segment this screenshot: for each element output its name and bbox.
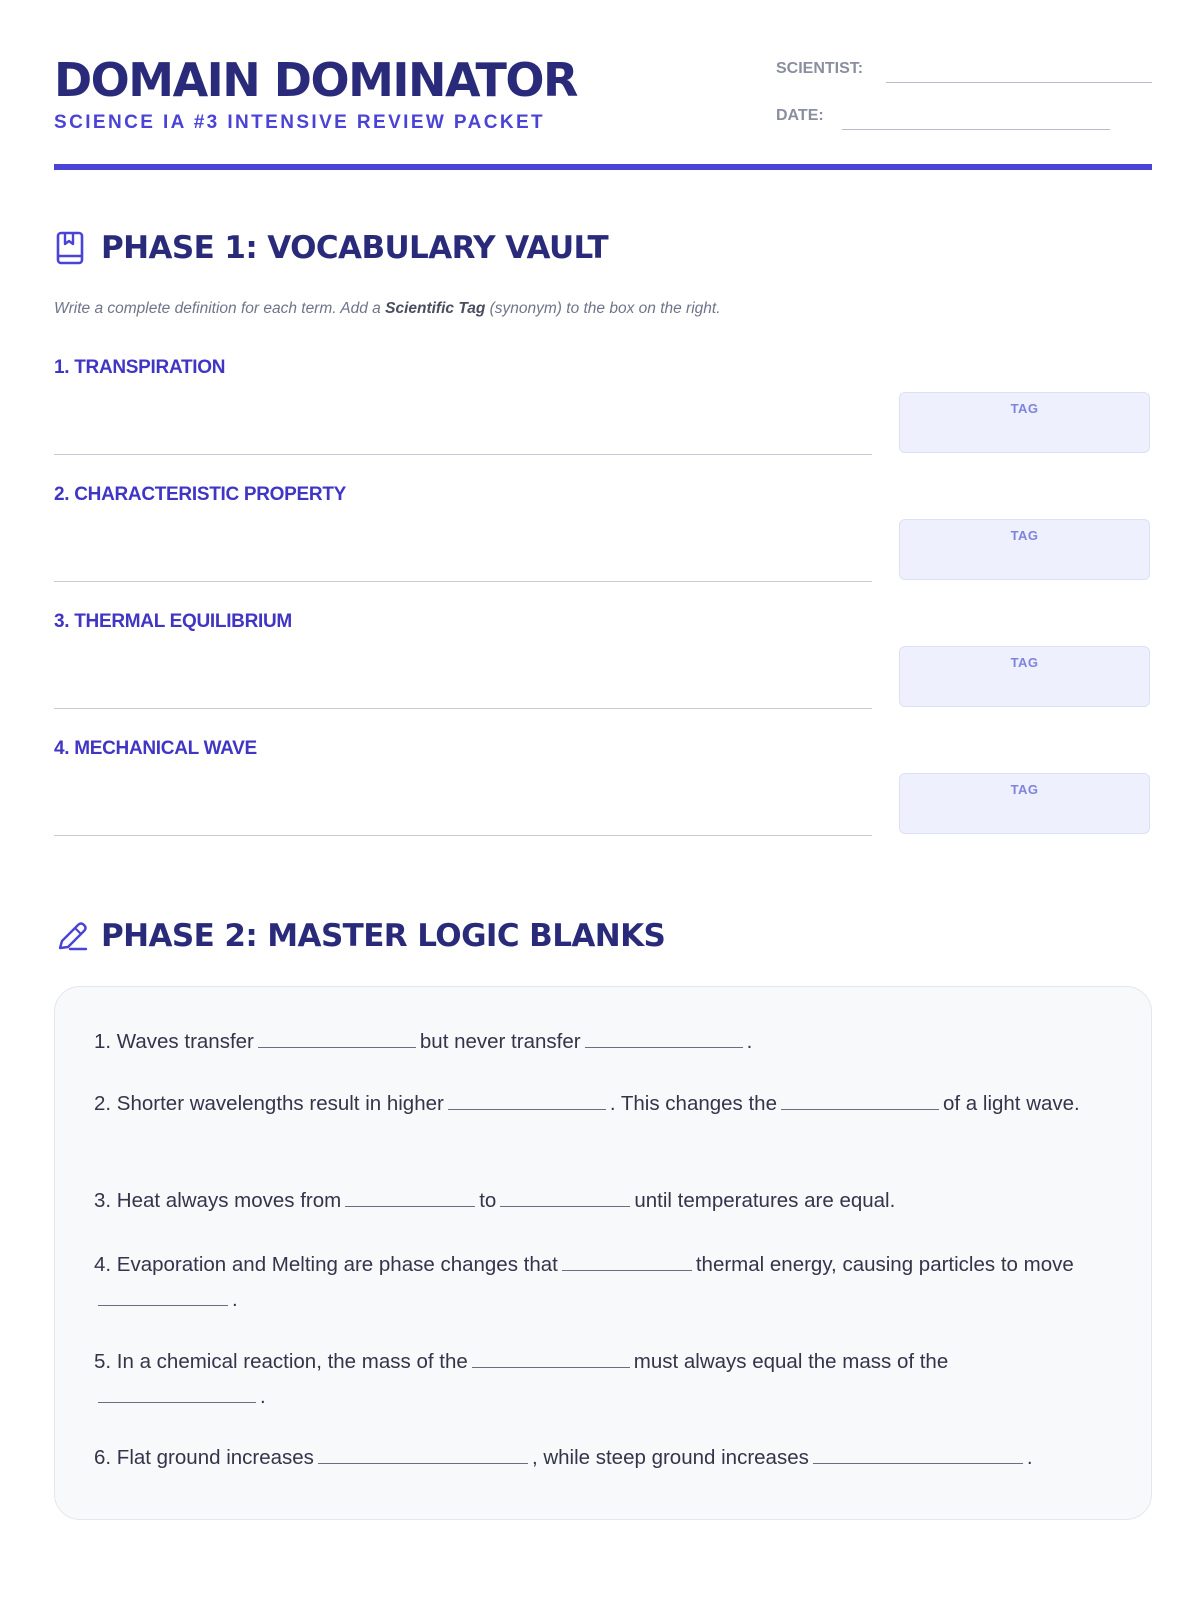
tag-box[interactable]	[899, 392, 1150, 453]
question-text: but never transfer	[419, 1030, 581, 1053]
question-4	[94, 1247, 1104, 1317]
question-text: thermal energy, causing particles to move	[695, 1253, 1074, 1276]
question-text: 3. Heat always moves from	[94, 1189, 342, 1212]
scientist-label: SCIENTIST:	[776, 60, 864, 77]
page-subtitle: SCIENCE IA #3 INTENSIVE REVIEW PACKET	[54, 112, 546, 133]
question-text: of a light wave.	[943, 1092, 1080, 1115]
answer-blank[interactable]	[562, 1248, 692, 1271]
tag-label: TAG	[1010, 655, 1039, 670]
tag-label: TAG	[1010, 782, 1039, 797]
vocab-term: 2. CHARACTERISTIC PROPERTY	[54, 484, 347, 505]
question-text: .	[746, 1030, 753, 1053]
bookmark-book-icon	[54, 230, 88, 266]
phase1-title: PHASE 1: VOCABULARY VAULT	[101, 230, 609, 266]
answer-blank[interactable]	[98, 1283, 228, 1306]
phase2-heading	[54, 912, 1152, 960]
question-text: until temperatures are equal.	[634, 1189, 896, 1212]
header	[54, 50, 1152, 170]
question-text: must always equal the mass of the	[633, 1350, 949, 1373]
question-text: 1. Waves transfer	[94, 1030, 254, 1053]
tag-box[interactable]	[899, 773, 1150, 834]
answer-blank[interactable]	[318, 1441, 528, 1464]
answer-blank[interactable]	[585, 1025, 743, 1048]
answer-blank[interactable]	[781, 1087, 939, 1110]
worksheet-page	[54, 0, 1152, 1600]
definition-line[interactable]	[54, 454, 872, 455]
answer-blank[interactable]	[448, 1087, 606, 1110]
vocab-term: 1. TRANSPIRATION	[54, 357, 226, 378]
pencil-icon	[54, 918, 88, 954]
tag-box[interactable]	[899, 519, 1150, 580]
vocab-item	[54, 357, 1152, 467]
scientist-input-line[interactable]	[886, 82, 1152, 83]
tag-label: TAG	[1010, 401, 1039, 416]
tag-box[interactable]	[899, 646, 1150, 707]
date-field	[776, 107, 1152, 125]
question-text: 4. Evaporation and Melting are phase changes that	[94, 1253, 558, 1276]
vocab-item	[54, 611, 1152, 721]
vocab-item	[54, 484, 1152, 594]
question-text: 2. Shorter wavelengths result in higher	[94, 1092, 444, 1115]
page-title: DOMAIN DOMINATOR	[54, 53, 577, 107]
scientist-field	[776, 60, 1152, 78]
question-text: to	[479, 1189, 497, 1212]
phase2-title: PHASE 2: MASTER LOGIC BLANKS	[101, 918, 666, 954]
definition-line[interactable]	[54, 708, 872, 709]
answer-blank[interactable]	[345, 1184, 475, 1207]
tag-label: TAG	[1010, 528, 1039, 543]
question-text: 5. In a chemical reaction, the mass of the	[94, 1350, 468, 1373]
instructions-emphasis: Scientific Tag	[385, 300, 486, 317]
question-3	[94, 1183, 1104, 1218]
question-text: . This changes the	[609, 1092, 777, 1115]
definition-line[interactable]	[54, 581, 872, 582]
vocab-term: 3. THERMAL EQUILIBRIUM	[54, 611, 292, 632]
answer-blank[interactable]	[472, 1345, 630, 1368]
vocab-item	[54, 738, 1152, 848]
question-5	[94, 1344, 1104, 1414]
phase1-heading	[54, 224, 1152, 272]
question-2	[94, 1086, 1104, 1121]
vocab-term: 4. MECHANICAL WAVE	[54, 738, 257, 759]
answer-blank[interactable]	[813, 1441, 1023, 1464]
question-6	[94, 1440, 1104, 1475]
date-input-line[interactable]	[842, 129, 1110, 130]
header-divider	[54, 164, 1152, 170]
instructions-text-end: (synonym) to the box on the right.	[485, 300, 721, 317]
question-1	[94, 1024, 1104, 1059]
answer-blank[interactable]	[258, 1025, 416, 1048]
question-text: .	[1026, 1446, 1033, 1469]
question-text: 6. Flat ground increases	[94, 1446, 314, 1469]
question-text: .	[232, 1288, 238, 1311]
answer-blank[interactable]	[98, 1380, 256, 1403]
question-text: .	[260, 1385, 266, 1408]
answer-blank[interactable]	[500, 1184, 630, 1207]
date-label: DATE:	[776, 107, 824, 124]
definition-line[interactable]	[54, 835, 872, 836]
instructions-text: Write a complete definition for each term. Add a	[54, 300, 386, 317]
phase1-instructions	[54, 300, 721, 318]
question-text: , while steep ground increases	[531, 1446, 809, 1469]
